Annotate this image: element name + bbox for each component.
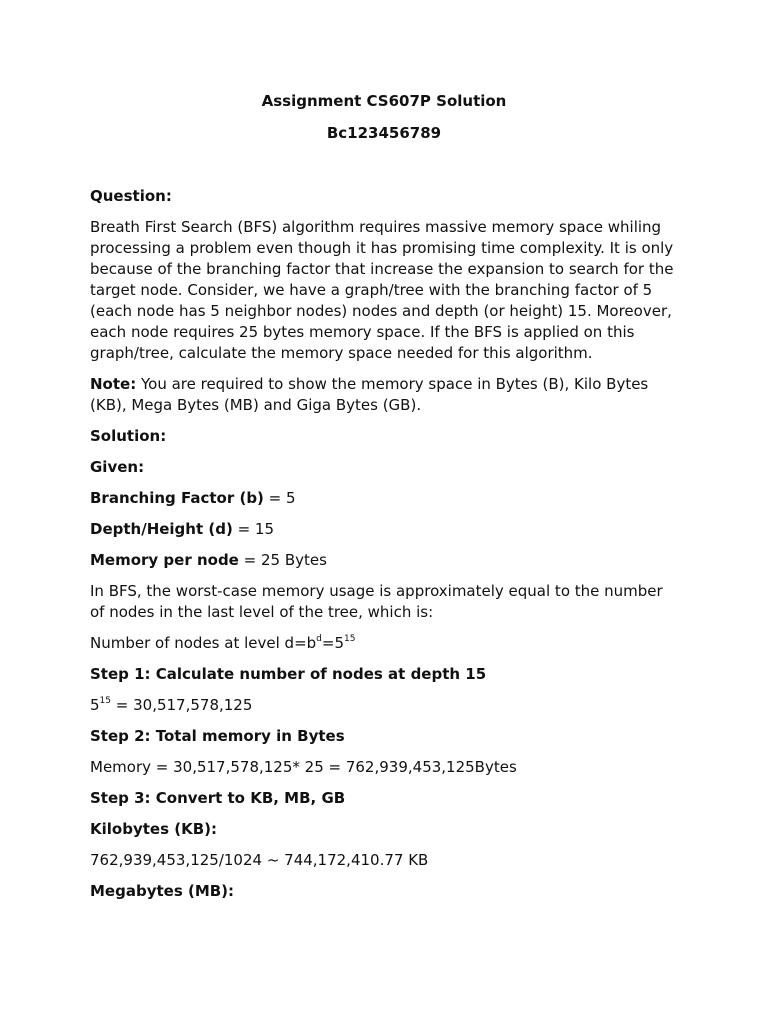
kb-heading: Kilobytes (KB): xyxy=(90,820,217,838)
step1-result: = 30,517,578,125 xyxy=(111,696,253,714)
bfs-explanation: In BFS, the worst-case memory usage is approximately equal to the number of nodes in the last level of the tree, which is: xyxy=(90,582,663,621)
step1-exponent: 15 xyxy=(99,696,111,706)
nodes-formula-exponent-d: d xyxy=(316,634,322,644)
document-content xyxy=(90,91,680,912)
given-value: = 5 xyxy=(263,489,296,507)
given-label: Depth/Height (d) xyxy=(90,520,233,538)
given-depth xyxy=(90,519,680,540)
question-heading: Question: xyxy=(90,187,172,205)
step1-base: 5 xyxy=(90,696,100,714)
note-paragraph xyxy=(90,374,680,416)
step2-text: Memory = 30,517,578,125* 25 = 762,939,453,125Bytes xyxy=(90,758,517,776)
kb-text: 762,939,453,125/1024 ~ 744,172,410.77 KB xyxy=(90,851,429,869)
nodes-formula-mid: =5 xyxy=(321,634,345,652)
step1-formula xyxy=(90,695,680,716)
given-branching-factor xyxy=(90,488,680,509)
nodes-formula-prefix: Number of nodes at level d=b xyxy=(90,634,317,652)
given-label: Memory per node xyxy=(90,551,239,569)
note-label: Note: xyxy=(90,375,137,393)
solution-heading: Solution: xyxy=(90,427,167,445)
document-title: Assignment CS607P Solution xyxy=(261,92,507,110)
nodes-formula xyxy=(90,633,680,654)
given-memory-per-node xyxy=(90,550,680,571)
given-heading: Given: xyxy=(90,458,145,476)
question-text: Breath First Search (BFS) algorithm requires massive memory space whiling processing a problem even though it has promising time complexity. It is only because of the branching factor that increase the expansion to search for the target node. Consider, we have a graph/tree with the branching factor of 5 (each node has 5 neighbor nodes) nodes and depth (or height) 15. Moreover, each node requires 25 bytes memory space. If the BFS is applied on this graph/tree, calculate the memory space needed for this algorithm. xyxy=(90,218,674,362)
step3-heading: Step 3: Convert to KB, MB, GB xyxy=(90,789,346,807)
given-value: = 25 Bytes xyxy=(238,551,327,569)
mb-heading: Megabytes (MB): xyxy=(90,882,235,900)
step1-heading: Step 1: Calculate number of nodes at depth 15 xyxy=(90,665,487,683)
step2-heading: Step 2: Total memory in Bytes xyxy=(90,727,345,745)
note-text: You are required to show the memory space in Bytes (B), Kilo Bytes (KB), Mega Bytes (MB) and Giga Bytes (GB). xyxy=(90,375,649,414)
given-value: = 15 xyxy=(232,520,275,538)
nodes-formula-exponent-15: 15 xyxy=(344,634,356,644)
given-label: Branching Factor (b) xyxy=(90,489,264,507)
student-id: Bc123456789 xyxy=(326,124,442,142)
